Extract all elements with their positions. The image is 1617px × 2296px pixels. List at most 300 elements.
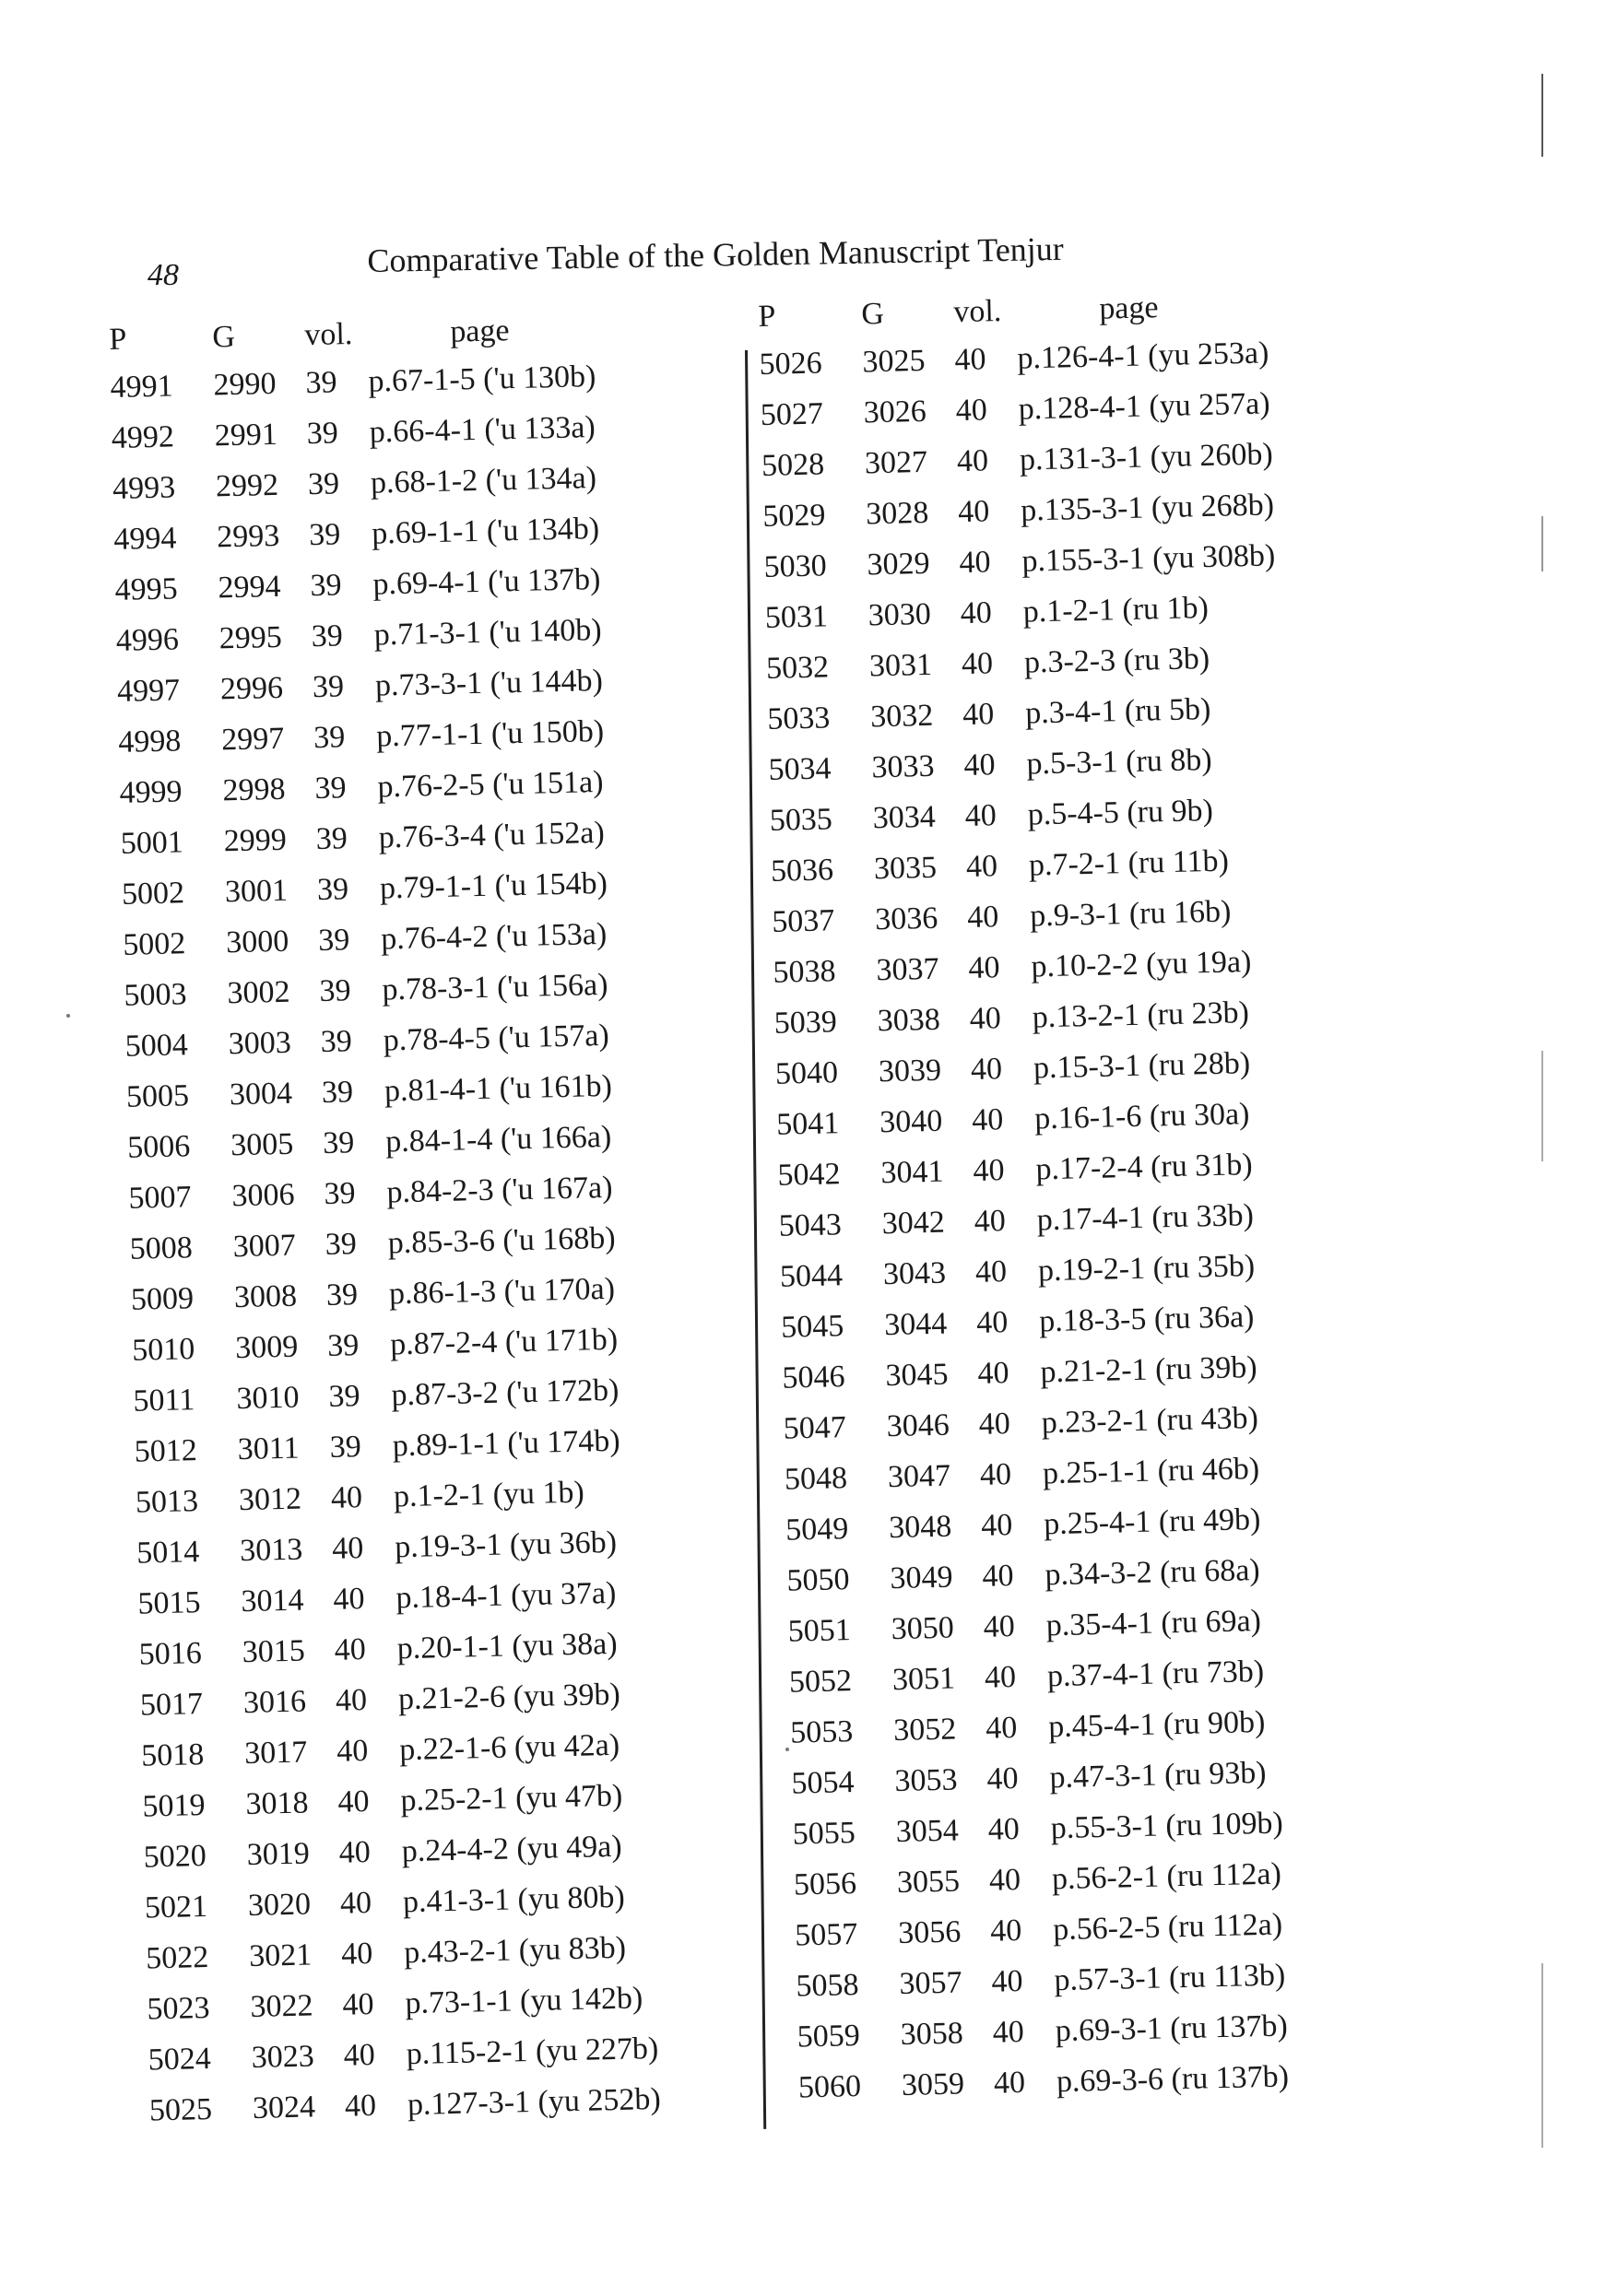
cell-vol: 40 [960,595,993,631]
cell-p: 5041 [775,1106,840,1142]
cell-page: p.76-4-2 ('u 153a) [380,916,608,957]
cell-page: p.131-3-1 (yu 260b) [1019,437,1274,477]
cell-g: 3019 [246,1836,311,1873]
header-page: page [449,313,510,349]
cell-p: 5055 [792,1816,856,1852]
cell-page: p.66-4-1 ('u 133a) [369,410,596,450]
cell-vol: 40 [334,1632,367,1667]
cell-vol: 40 [331,1531,364,1566]
cell-page: p.78-3-1 ('u 156a) [382,967,608,1007]
cell-p: 5024 [148,2041,212,2078]
cell-g: 3000 [225,924,289,960]
cell-vol: 39 [315,821,348,857]
cell-page: p.127-3-1 (yu 252b) [407,2081,662,2123]
cell-vol: 40 [963,748,996,783]
cell-g: 3039 [878,1053,942,1089]
header-page: page [1098,290,1159,326]
scan-edge-mark [1541,1963,1543,2148]
cell-page: p.76-2-5 ('u 151a) [377,764,604,805]
cell-p: 5053 [789,1714,854,1750]
cell-page: p.18-4-1 (yu 37a) [395,1575,617,1616]
cell-g: 3026 [863,394,927,430]
cell-page: p.71-3-1 ('u 140b) [373,612,603,653]
cell-vol: 40 [955,393,988,429]
cell-vol: 39 [305,365,337,401]
cell-p: 5052 [788,1664,853,1700]
cell-p: 5022 [145,1940,209,1976]
cell-p: 5006 [126,1129,191,1165]
cell-vol: 40 [962,697,995,733]
cell-g: 3057 [899,1965,962,2001]
cell-page: p.5-4-5 (ru 9b) [1027,793,1214,832]
cell-page: p.20-1-1 (yu 38a) [396,1626,618,1666]
cell-p: 5030 [763,548,827,584]
page-number: 48 [148,258,179,292]
cell-g: 3012 [238,1481,302,1518]
cell-p: 4992 [111,419,175,455]
cell-vol: 40 [986,1761,1019,1796]
cell-g: 3035 [873,850,938,887]
cell-p: 4996 [115,622,180,658]
cell-g: 3001 [224,873,289,910]
cell-g: 3049 [890,1560,953,1596]
cell-page: p.34-3-2 (ru 68a) [1045,1553,1261,1593]
cell-p: 5010 [131,1332,195,1368]
left-rows [110,357,776,2145]
cell-page: p.1-2-1 (yu 1b) [393,1475,585,1514]
cell-p: 5035 [769,802,833,838]
cell-vol: 40 [992,2014,1025,2050]
cell-vol: 39 [329,1430,362,1465]
cell-p: 5043 [778,1207,843,1243]
cell-vol: 40 [978,1407,1011,1442]
cell-g: 2995 [218,619,283,656]
cell-p: 5028 [761,447,825,483]
cell-p: 5003 [124,977,187,1013]
cell-vol: 40 [982,1559,1014,1594]
cell-p: 5026 [759,346,823,382]
cell-p: 5011 [133,1383,195,1419]
cell-g: 3006 [231,1177,295,1214]
cell-g: 3025 [862,343,926,380]
cell-page: p.128-4-1 (yu 257a) [1018,386,1271,427]
cell-p: 5002 [122,926,186,962]
cell-page: p.43-2-1 (yu 83b) [403,1930,627,1971]
right-column-table [758,285,1445,2121]
cell-g: 3005 [230,1126,294,1163]
cell-g: 3014 [241,1583,304,1619]
cell-vol: 40 [979,1457,1012,1492]
cell-g: 3050 [891,1610,955,1647]
cell-g: 3037 [876,951,939,988]
cell-vol: 39 [317,923,350,959]
cell-p: 4995 [114,571,178,607]
cell-vol: 39 [322,1125,355,1160]
cell-vol: 39 [319,973,351,1008]
cell-page: p.3-2-3 (ru 3b) [1023,641,1210,680]
header-p: P [758,299,776,334]
cell-page: p.21-2-1 (ru 39b) [1040,1350,1257,1390]
cell-g: 3054 [895,1813,960,1850]
cell-g: 3010 [236,1380,300,1417]
cell-p: 5040 [774,1055,839,1091]
cell-g: 3042 [881,1205,946,1242]
cell-p: 5046 [782,1360,845,1395]
cell-page: p.19-2-1 (ru 35b) [1037,1249,1256,1289]
cell-p: 5025 [148,2091,213,2128]
cell-p: 5021 [144,1890,208,1925]
cell-p: 5015 [137,1585,201,1621]
cell-page: p.23-2-1 (ru 43b) [1041,1401,1259,1441]
cell-vol: 40 [957,494,990,530]
cell-g: 3022 [250,1988,313,2024]
cell-g: 3043 [882,1255,947,1292]
cell-g: 3032 [869,698,934,735]
cell-vol: 40 [974,1204,1007,1239]
cell-page: p.25-1-1 (ru 46b) [1042,1451,1260,1491]
cell-p: 4997 [116,673,181,709]
cell-g: 3023 [251,2039,315,2075]
cell-g: 3027 [864,444,928,481]
cell-page: p.35-4-1 (ru 69a) [1045,1603,1262,1643]
cell-page: p.25-2-1 (yu 47b) [400,1778,623,1819]
cell-vol: 40 [959,545,991,581]
cell-page: p.69-4-1 ('u 137b) [372,561,601,602]
cell-p: 5038 [773,954,836,990]
cell-page: p.135-3-1 (yu 268b) [1020,488,1275,528]
cell-g: 3034 [872,799,937,836]
cell-page: p.87-3-2 ('u 172b) [391,1372,620,1413]
cell-page: p.78-4-5 ('u 157a) [383,1018,610,1058]
cell-p: 4994 [112,521,177,557]
cell-p: 5050 [786,1562,850,1598]
cell-g: 3021 [248,1937,313,1973]
header-g: G [211,319,236,355]
cell-vol: 40 [964,798,997,834]
cell-p: 5027 [760,396,824,432]
cell-page: p.1-2-1 (ru 1b) [1022,591,1210,630]
scan-edge-mark [1541,1051,1543,1161]
cell-vol: 39 [325,1278,359,1313]
cell-vol: 39 [307,466,340,502]
cell-vol: 40 [956,443,989,479]
cell-p: 5058 [796,1967,859,2004]
cell-p: 5034 [768,751,832,787]
cell-page: p.55-3-1 (ru 109b) [1050,1806,1284,1846]
cell-p: 5001 [120,825,184,861]
cell-vol: 39 [316,872,349,908]
cell-p: 5036 [770,853,834,889]
cell-page: p.68-1-2 ('u 134a) [370,461,597,500]
cell-g: 2991 [214,417,278,453]
cell-p: 5009 [130,1281,195,1317]
cell-page: p.3-4-1 (ru 5b) [1024,691,1211,731]
cell-page: p.73-3-1 ('u 144b) [374,663,604,703]
cell-g: 3046 [886,1407,950,1444]
cell-g: 3053 [894,1762,958,1799]
cell-vol: 39 [313,720,346,756]
cell-g: 2994 [218,569,281,606]
cell-vol: 40 [954,342,986,378]
cell-p: 5059 [797,2018,861,2055]
cell-page: p.47-3-1 (ru 93b) [1049,1755,1267,1796]
cell-vol: 40 [975,1305,1009,1340]
cell-page: p.126-4-1 (yu 253a) [1017,336,1269,376]
cell-vol: 39 [328,1379,360,1414]
cell-page: p.45-4-1 (ru 90b) [1047,1704,1266,1745]
cell-page: p.17-4-1 (ru 33b) [1036,1198,1255,1238]
cell-g: 3002 [227,974,290,1011]
cell-page: p.79-1-1 ('u 154b) [379,865,608,906]
cell-page: p.22-1-6 (yu 42a) [398,1727,620,1768]
cell-p: 5056 [793,1866,857,1902]
cell-page: p.18-3-5 (ru 36a) [1038,1300,1255,1339]
cell-page: p.69-1-1 ('u 134b) [371,511,600,551]
cell-page: p.37-4-1 (ru 73b) [1046,1654,1265,1694]
cell-p: 5002 [121,876,185,912]
cell-p: 5004 [124,1028,189,1064]
cell-vol: 40 [333,1582,365,1617]
cell-g: 2996 [219,670,284,707]
header-p: P [109,322,127,357]
cell-g: 3041 [880,1154,944,1191]
cell-p: 5023 [147,1990,210,2027]
cell-page: p.16-1-6 (ru 30a) [1033,1097,1250,1136]
cell-p: 5042 [777,1157,841,1193]
cell-p: 5060 [797,2068,862,2105]
cell-g: 2993 [216,518,280,555]
scan-edge-mark [1541,74,1543,157]
cell-vol: 40 [989,1913,1022,1949]
page-title: Comparative Table of the Golden Manuscript Tenjur [367,230,1065,279]
cell-g: 2999 [223,822,288,859]
cell-vol: 40 [330,1480,363,1515]
cell-page: p.87-2-4 ('u 171b) [389,1322,619,1362]
cell-vol: 39 [326,1328,360,1363]
cell-g: 3030 [868,596,932,633]
cell-vol: 39 [321,1075,354,1110]
cell-p: 4998 [117,724,182,759]
cell-page: p.84-2-3 ('u 167a) [386,1170,613,1210]
cell-g: 3040 [879,1103,943,1140]
cell-p: 5014 [136,1535,200,1571]
scan-speck [785,1748,789,1751]
cell-page: p.15-3-1 (ru 28b) [1033,1046,1251,1086]
cell-page: p.69-3-6 (ru 137b) [1056,2059,1290,2100]
cell-p: 5020 [143,1839,207,1875]
cell-vol: 39 [324,1176,356,1211]
cell-p: 5057 [794,1917,858,1953]
cell-g: 3033 [871,748,935,785]
cell-g: 3059 [901,2066,965,2102]
cell-g: 3011 [237,1431,300,1467]
cell-g: 3045 [885,1357,949,1394]
header-vol: vol. [303,317,353,353]
cell-vol: 39 [312,669,345,705]
cell-vol: 40 [983,1609,1016,1644]
cell-vol: 40 [985,1711,1018,1746]
cell-page: p.5-3-1 (ru 8b) [1026,742,1213,782]
cell-vol: 40 [973,1153,1005,1188]
cell-page: p.7-2-1 (ru 11b) [1028,843,1230,883]
cell-p: 5016 [138,1636,203,1672]
cell-vol: 40 [974,1254,1008,1289]
cell-vol: 40 [991,1963,1023,1999]
cell-g: 3048 [888,1509,952,1546]
cell-g: 3018 [245,1785,309,1822]
cell-page: p.21-2-6 (yu 39b) [397,1677,621,1717]
cell-vol: 39 [308,517,341,553]
cell-page: p.25-4-1 (ru 49b) [1043,1501,1261,1542]
cell-p: 5044 [779,1258,844,1294]
cell-g: 2990 [213,366,277,403]
cell-vol: 40 [339,1885,372,1921]
cell-g: 3017 [243,1735,308,1772]
cell-vol: 39 [314,771,347,807]
cell-vol: 40 [980,1508,1013,1543]
cell-page: p.77-1-1 ('u 150b) [375,713,605,754]
header-g: G [860,296,885,332]
cell-page: p.81-4-1 ('u 161b) [384,1068,613,1109]
cell-vol: 39 [306,416,339,452]
cell-g: 3028 [865,495,929,532]
cell-page: p.76-3-4 ('u 152a) [378,815,606,855]
cell-page: p.24-4-2 (yu 49a) [401,1829,622,1869]
cell-vol: 40 [970,1052,1003,1087]
cell-p: 4999 [119,774,183,810]
cell-page: p.57-3-1 (ru 113b) [1054,1958,1286,1998]
cell-page: p.56-2-5 (ru 112a) [1052,1907,1283,1948]
cell-g: 3036 [874,901,938,937]
cell-p: 4993 [112,470,176,506]
cell-vol: 40 [988,1862,1021,1898]
cell-vol: 39 [325,1227,358,1262]
cell-p: 5032 [765,650,830,686]
cell-page: p.19-3-1 (yu 36b) [394,1525,618,1565]
cell-page: p.67-1-5 ('u 130b) [368,359,596,399]
cell-page: p.17-2-4 (ru 31b) [1035,1148,1253,1187]
cell-g: 3058 [900,2016,964,2052]
left-column-table [109,309,777,2145]
cell-page: p.86-1-3 ('u 170a) [388,1271,616,1312]
cell-p: 5037 [771,903,835,939]
cell-p: 5045 [780,1309,844,1345]
cell-g: 2998 [222,771,286,808]
cell-vol: 40 [343,2037,376,2073]
cell-g: 3038 [877,1002,941,1039]
cell-page: p.9-3-1 (ru 16b) [1029,894,1232,934]
cell-p: 5054 [791,1765,855,1801]
cell-p: 5019 [142,1788,206,1824]
cell-vol: 40 [968,950,1000,985]
cell-vol: 40 [993,2065,1026,2101]
cell-p: 5033 [766,701,831,736]
cell-vol: 40 [971,1102,1004,1137]
cell-g: 3044 [883,1306,948,1343]
cell-vol: 39 [320,1024,353,1059]
cell-g: 3016 [242,1684,307,1721]
cell-g: 3003 [228,1025,292,1062]
cell-p: 4991 [110,369,174,405]
cell-page: p.73-1-1 (yu 142b) [405,1981,643,2021]
cell-vol: 40 [987,1811,1021,1847]
cell-vol: 40 [340,1936,373,1972]
cell-p: 5047 [783,1410,847,1446]
cell-vol: 40 [336,1734,369,1769]
cell-g: 2997 [220,721,285,758]
cell-p: 5012 [134,1433,198,1469]
header-vol: vol. [952,294,1002,330]
cell-p: 5049 [785,1512,849,1548]
cell-g: 3056 [897,1914,962,1950]
cell-g: 2992 [215,467,279,504]
cell-g: 3020 [247,1887,312,1924]
cell-page: p.56-2-1 (ru 112a) [1051,1856,1282,1897]
cell-p: 5048 [784,1461,848,1497]
cell-g: 3047 [887,1458,951,1495]
cell-page: p.85-3-6 ('u 168b) [387,1220,617,1261]
cell-page: p.155-3-1 (yu 308b) [1021,538,1276,579]
cell-p: 5007 [128,1180,192,1216]
right-rows [759,333,1444,2121]
cell-vol: 40 [344,2088,377,2124]
cell-g: 3031 [868,647,933,684]
scan-speck [66,1014,70,1018]
cell-vol: 40 [342,1986,374,2022]
cell-p: 5039 [773,1005,838,1041]
cell-vol: 40 [335,1683,368,1718]
cell-g: 3051 [891,1661,956,1698]
cell-page: p.10-2-2 (yu 19a) [1031,945,1252,984]
cell-vol: 40 [338,1834,372,1870]
cell-p: 5031 [764,599,829,635]
cell-g: 3013 [239,1532,303,1569]
cell-g: 3052 [892,1712,957,1748]
cell-vol: 39 [310,568,342,604]
cell-page: p.13-2-1 (ru 23b) [1032,995,1250,1035]
cell-p: 5005 [125,1078,190,1114]
cell-vol: 40 [961,646,994,682]
cell-vol: 40 [977,1356,1009,1391]
cell-page: p.41-3-1 (yu 80b) [402,1879,626,1920]
cell-vol: 40 [966,900,999,936]
cell-p: 5008 [129,1230,194,1266]
cell-g: 3055 [896,1864,961,1901]
cell-vol: 40 [965,849,998,885]
cell-g: 3015 [242,1633,306,1670]
cell-vol: 39 [311,618,344,654]
cell-g: 3009 [234,1329,299,1366]
cell-g: 3024 [252,2090,316,2125]
cell-g: 3007 [232,1228,297,1265]
cell-vol: 40 [337,1784,370,1819]
cell-page: p.69-3-1 (ru 137b) [1055,2008,1289,2049]
cell-p: 5013 [135,1484,199,1520]
cell-g: 3029 [867,546,930,583]
cell-g: 3004 [229,1076,293,1113]
cell-g: 3008 [233,1278,298,1315]
cell-page: p.115-2-1 (yu 227b) [406,2031,659,2072]
cell-vol: 40 [984,1660,1017,1695]
cell-p: 5017 [139,1687,204,1723]
cell-page: p.84-1-4 ('u 166a) [384,1119,612,1160]
cell-vol: 40 [969,1001,1002,1036]
cell-p: 5051 [787,1613,852,1649]
cell-page: p.89-1-1 ('u 174b) [392,1423,621,1464]
cell-p: 5029 [761,498,826,534]
scan-edge-mark [1541,516,1543,571]
cell-p: 5018 [140,1737,205,1773]
